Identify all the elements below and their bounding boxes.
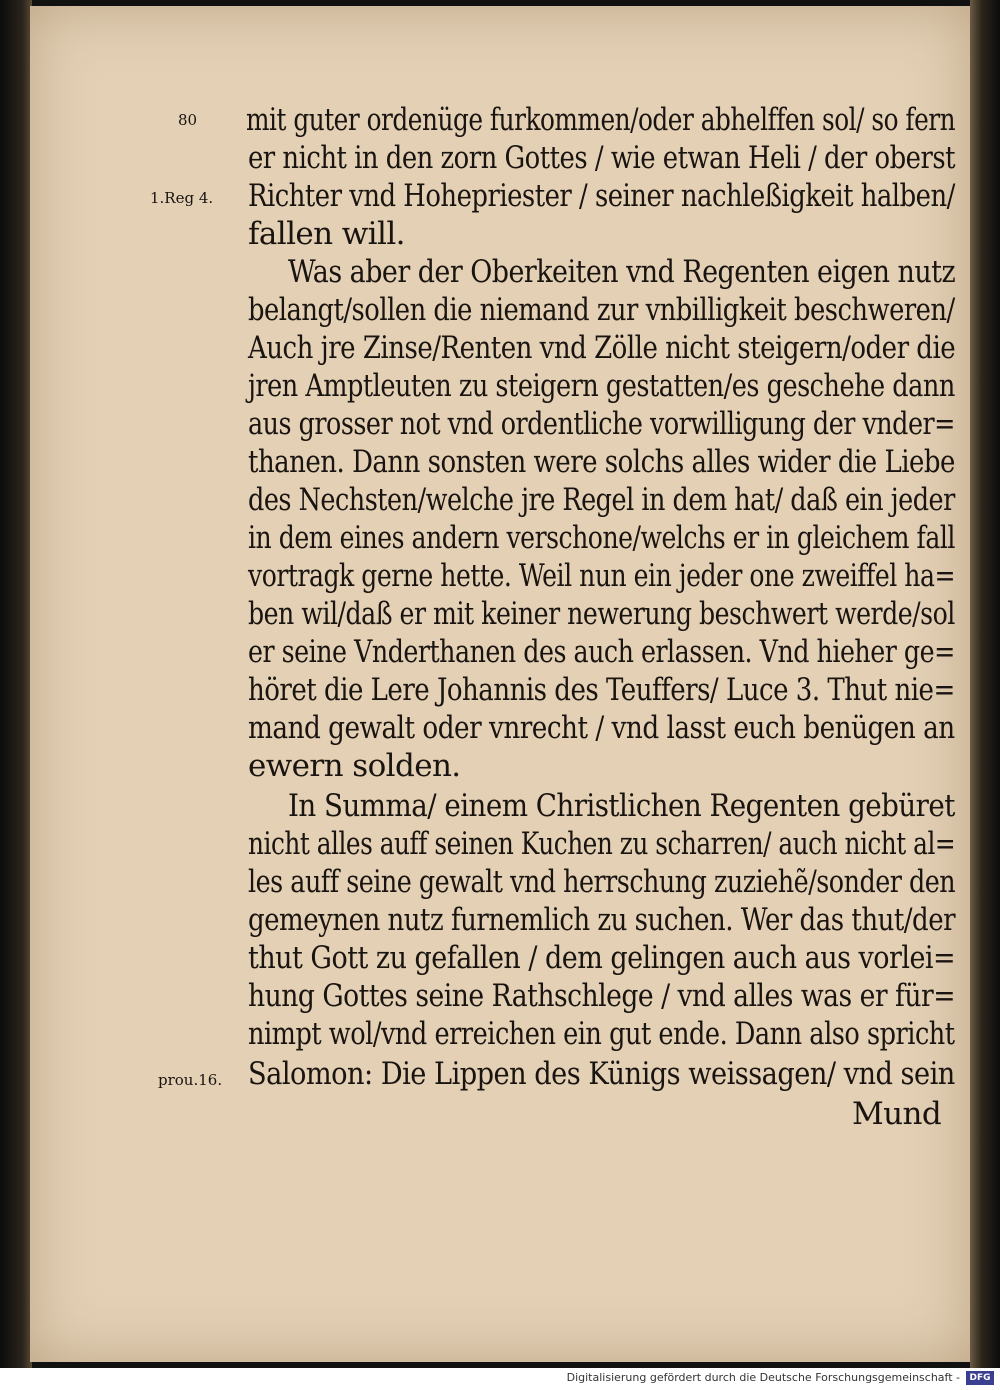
text-line: er seine Vnderthanen des auch erlassen. Vnd hieher ge= xyxy=(248,634,955,670)
text-line: hung Gottes seine Rathschlege / vnd alles was er für= xyxy=(248,978,956,1014)
footer-bar xyxy=(0,1368,1000,1390)
text-line: des Nechsten/welche jre Regel in dem hat/ daß ein jeder xyxy=(248,482,955,518)
text-line: belangt/sollen die niemand zur vnbilligkeit beschweren/ xyxy=(248,292,955,328)
text-line: nimpt wol/vnd erreichen ein gut ende. Dann also spricht xyxy=(248,1016,955,1052)
text-line: Auch jre Zinse/Renten vnd Zölle nicht steigern/oder die xyxy=(248,330,956,366)
text-line: In Summa/ einem Christlichen Regenten gebüret xyxy=(288,788,955,824)
left-page-edge xyxy=(0,0,32,1368)
text-line: in dem eines andern verschone/welchs er in gleichem fall xyxy=(248,520,955,556)
funding-credit: Digitalisierung gefördert durch die Deutsche Forschungsgemeinschaft - xyxy=(566,1371,960,1384)
text-line: aus grosser not vnd ordentliche vorwilligung der vnder= xyxy=(248,406,955,442)
text-line: Was aber der Oberkeiten vnd Regenten eigen nutz xyxy=(288,254,956,290)
text-line: mit guter ordenüge furkommen/oder abhelffen sol/ so fern xyxy=(246,102,956,138)
right-page-edge xyxy=(970,0,1000,1368)
text-line: les auff seine gewalt vnd herrschung zuziehẽ/sonder den xyxy=(248,864,956,900)
text-line: Salomon: Die Lippen des Künigs weissagen/ vnd sein xyxy=(248,1056,955,1092)
margin-note-reg: 1.Reg 4. xyxy=(150,189,214,207)
text-line: nicht alles auff seinen Kuchen zu scharren/ auch nicht al= xyxy=(248,826,956,862)
text-line: gemeynen nutz furnemlich zu suchen. Wer das thut/der xyxy=(248,902,956,938)
text-line: jren Amptleuten zu steigern gestatten/es geschehe dann xyxy=(248,368,955,404)
text-line: höret die Lere Johannis des Teuffers/ Luce 3. Thut nie= xyxy=(248,672,955,708)
text-line: mand gewalt oder vnrecht / vnd lasst euch benügen an xyxy=(248,710,955,746)
text-line: ben wil/daß er mit keiner newerung beschwert werde/sol xyxy=(248,596,955,632)
text-line: fallen will. xyxy=(248,216,405,252)
text-line: thanen. Dann sonsten were solchs alles wider die Liebe xyxy=(248,444,955,480)
text-line: er nicht in den zorn Gottes / wie etwan Heli / der oberst xyxy=(248,140,956,176)
page-number: 80 xyxy=(178,111,198,129)
text-line: ewern solden. xyxy=(248,748,461,784)
text-line: vortragk gerne hette. Weil nun ein jeder one zweiffel ha= xyxy=(248,558,956,594)
margin-note-prov: prou.16. xyxy=(158,1071,223,1089)
dfg-logo: DFG xyxy=(966,1371,994,1385)
text-line: thut Gott zu gefallen / dem gelingen auch aus vorlei= xyxy=(248,940,956,976)
text-line: Richter vnd Hohepriester / seiner nachleßigkeit halben/ xyxy=(248,178,955,214)
catchword: Mund xyxy=(852,1096,942,1132)
